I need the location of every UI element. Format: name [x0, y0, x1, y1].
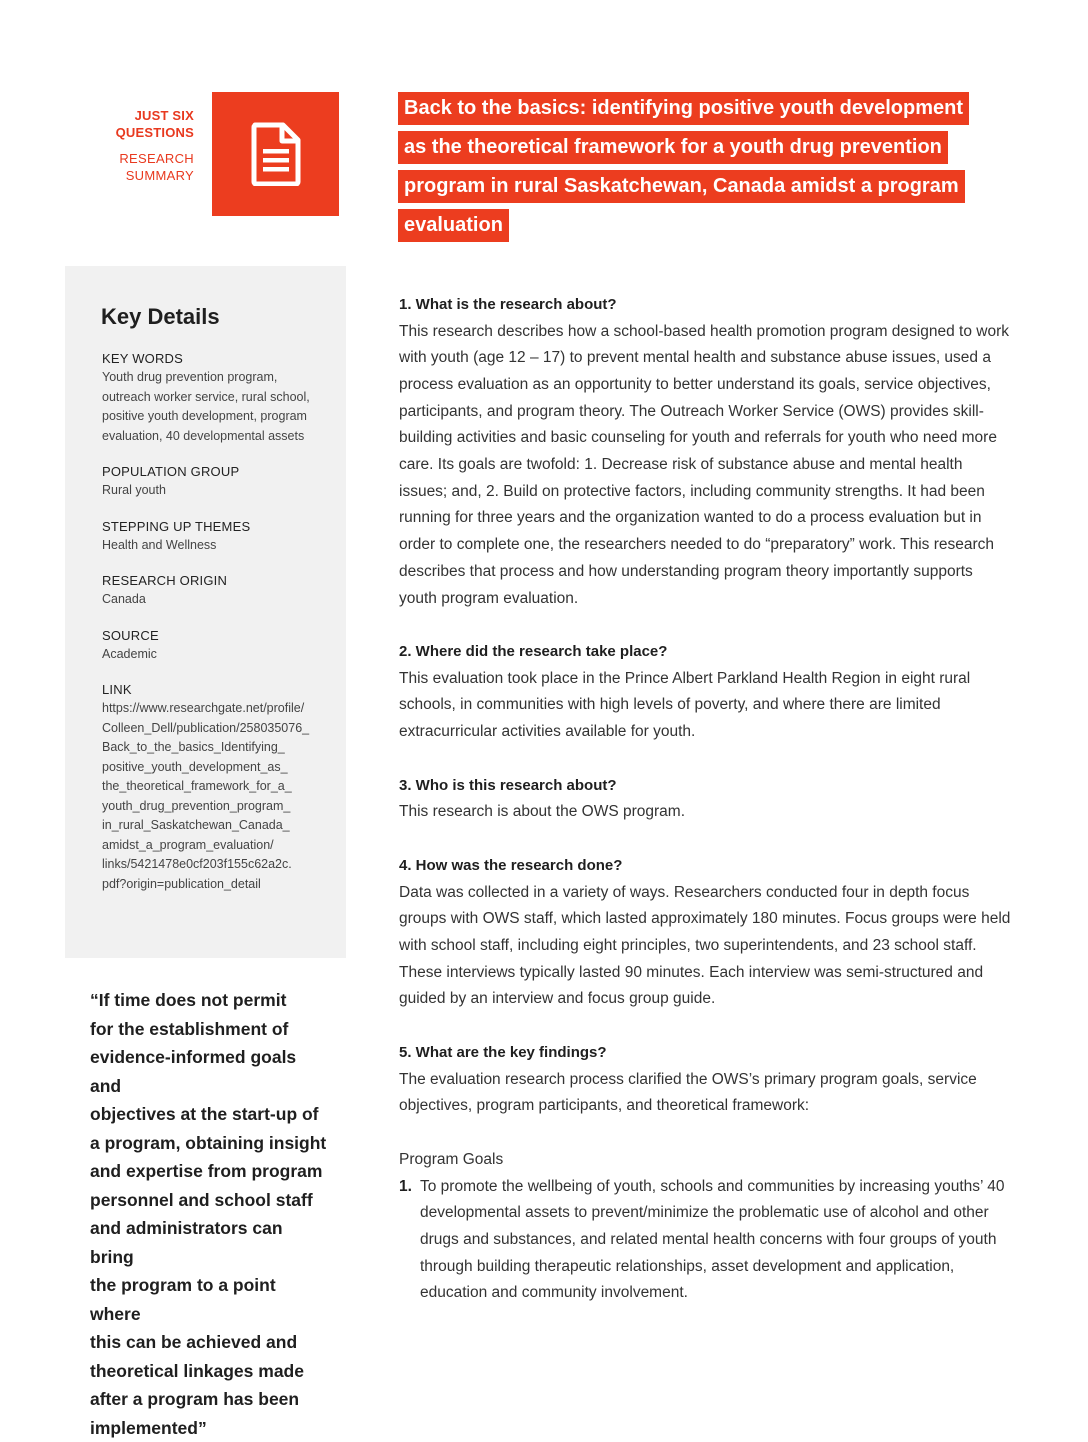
question-section	[399, 1040, 1011, 1120]
key-details-title: Key Details	[101, 304, 220, 330]
question-section	[399, 853, 1011, 1013]
quote-line: for the establishment of	[90, 1015, 328, 1044]
list-item-number: 1.	[399, 1174, 420, 1308]
link-line: positive_youth_development_as_	[102, 758, 332, 778]
quote-line: after a program has been	[90, 1385, 328, 1414]
title-line: as the theoretical framework for a youth drug prevention	[398, 131, 948, 164]
list-item	[399, 1174, 1011, 1308]
key-words	[102, 350, 332, 446]
quote-line: theoretical linkages made	[90, 1357, 328, 1386]
population-label: POPULATION GROUP	[102, 463, 332, 481]
key-words-line: outreach worker service, rural school,	[102, 388, 332, 408]
source-value: Academic	[102, 645, 332, 665]
program-goals	[399, 1147, 1011, 1307]
question-body: The evaluation research process clarified the OWS’s primary program goals, service objectives, program participants, and theoretical framework:	[399, 1067, 1011, 1120]
brand-line-1: JUST SIX	[90, 107, 194, 124]
quote-line: and administrators can bring	[90, 1214, 328, 1271]
quote-line: objectives at the start-up of	[90, 1100, 328, 1129]
question-body: Data was collected in a variety of ways. Researchers conducted four in depth focus groups with OWS staff, which lasted approximately 180 minutes. Focus groups were held with school staff, including eight principles, two superintendents, and 23 school staff. These interviews typically lasted 90 minutes. Each interview was semi-structured and guided by an interview and focus group guide.	[399, 880, 1011, 1014]
quote-line: this can be achieved and	[90, 1328, 328, 1357]
pull-quote	[90, 986, 328, 1442]
document-icon	[250, 122, 302, 186]
question-body: This research is about the OWS program.	[399, 799, 1011, 826]
source	[102, 627, 332, 665]
link-line: the_theoretical_framework_for_a_	[102, 777, 332, 797]
quote-line: “If time does not permit	[90, 986, 328, 1015]
quote-line: personnel and school staff	[90, 1186, 328, 1215]
question-section	[399, 639, 1011, 746]
quote-line: implemented”	[90, 1414, 328, 1442]
key-details-panel	[65, 266, 346, 958]
quote-line: and expertise from program	[90, 1157, 328, 1186]
population-group	[102, 463, 332, 501]
themes-label: STEPPING UP THEMES	[102, 518, 332, 536]
quote-line: evidence-informed goals and	[90, 1043, 328, 1100]
link-line: https://www.researchgate.net/profile/	[102, 699, 332, 719]
link-label: LINK	[102, 681, 332, 699]
question-heading: 3. Who is this research about?	[399, 773, 1011, 800]
link-line: links/5421478e0cf203f155c62a2c.	[102, 855, 332, 875]
link-block	[102, 681, 332, 894]
quote-line: a program, obtaining insight	[90, 1129, 328, 1158]
themes-value: Health and Wellness	[102, 536, 332, 556]
research-link[interactable]	[102, 699, 332, 894]
question-body: This evaluation took place in the Prince Albert Parkland Health Region in eight rural schools, in communities with high levels of poverty, and where there are limited extracurricular activities available for youth.	[399, 666, 1011, 746]
link-line: amidst_a_program_evaluation/	[102, 836, 332, 856]
research-origin	[102, 572, 332, 610]
link-line: pdf?origin=publication_detail	[102, 875, 332, 895]
title-line: evaluation	[398, 209, 509, 242]
stepping-up-themes	[102, 518, 332, 556]
question-heading: 4. How was the research done?	[399, 853, 1011, 880]
origin-value: Canada	[102, 590, 332, 610]
source-label: SOURCE	[102, 627, 332, 645]
link-line: Colleen_Dell/publication/258035076_	[102, 719, 332, 739]
brand-logo-box	[212, 92, 339, 216]
list-item-text: To promote the wellbeing of youth, schools and communities by increasing youths’ 40 developmental assets to prevent/minimize the problematic use of alcohol and other drugs and substances, and related mental health concerns with four groups of youth through building therapeutic relationships, asset development and application, education and community involvement.	[420, 1174, 1011, 1308]
document-title	[398, 92, 1018, 248]
program-goals-heading: Program Goals	[399, 1147, 1011, 1174]
question-heading: 2. Where did the research take place?	[399, 639, 1011, 666]
brand-sub-1: RESEARCH	[90, 150, 194, 167]
key-details-list	[102, 350, 332, 911]
question-body: This research describes how a school-based health promotion program designed to work with youth (age 12 – 17) to prevent mental health and substance abuse issues, used a process evaluation as an opportunity to better understand its goals, service objectives, participants, and program theory. The Outreach Worker Service (OWS) provides skill-building activities and basic counseling for youth and referrals for youth who need more care. Its goals are twofold: 1. Decrease risk of substance abuse and mental health issues; and, 2. Build on protective factors, including community strengths. It had been running for three years and the organization wanted to do a process evaluation but in order to complete one, the researchers needed to do “preparatory” work. This research describes that process and how understanding program theory importantly supports youth program evaluation.	[399, 319, 1011, 613]
brand-sub-2: SUMMARY	[90, 167, 194, 184]
key-words-line: evaluation, 40 developmental assets	[102, 427, 332, 447]
brand-line-2: QUESTIONS	[90, 124, 194, 141]
question-section	[399, 292, 1011, 612]
quote-line: the program to a point where	[90, 1271, 328, 1328]
link-line: in_rural_Saskatchewan_Canada_	[102, 816, 332, 836]
title-line: Back to the basics: identifying positive youth development	[398, 92, 969, 125]
link-line: youth_drug_prevention_program_	[102, 797, 332, 817]
key-words-line: Youth drug prevention program,	[102, 368, 332, 388]
link-line: Back_to_the_basics_Identifying_	[102, 738, 332, 758]
brand-label	[90, 107, 194, 184]
population-value: Rural youth	[102, 481, 332, 501]
question-section	[399, 773, 1011, 826]
question-heading: 1. What is the research about?	[399, 292, 1011, 319]
key-words-line: positive youth development, program	[102, 407, 332, 427]
key-words-label: KEY WORDS	[102, 350, 332, 368]
main-content	[399, 292, 1011, 1307]
question-heading: 5. What are the key findings?	[399, 1040, 1011, 1067]
origin-label: RESEARCH ORIGIN	[102, 572, 332, 590]
title-line: program in rural Saskatchewan, Canada amidst a program	[398, 170, 965, 203]
